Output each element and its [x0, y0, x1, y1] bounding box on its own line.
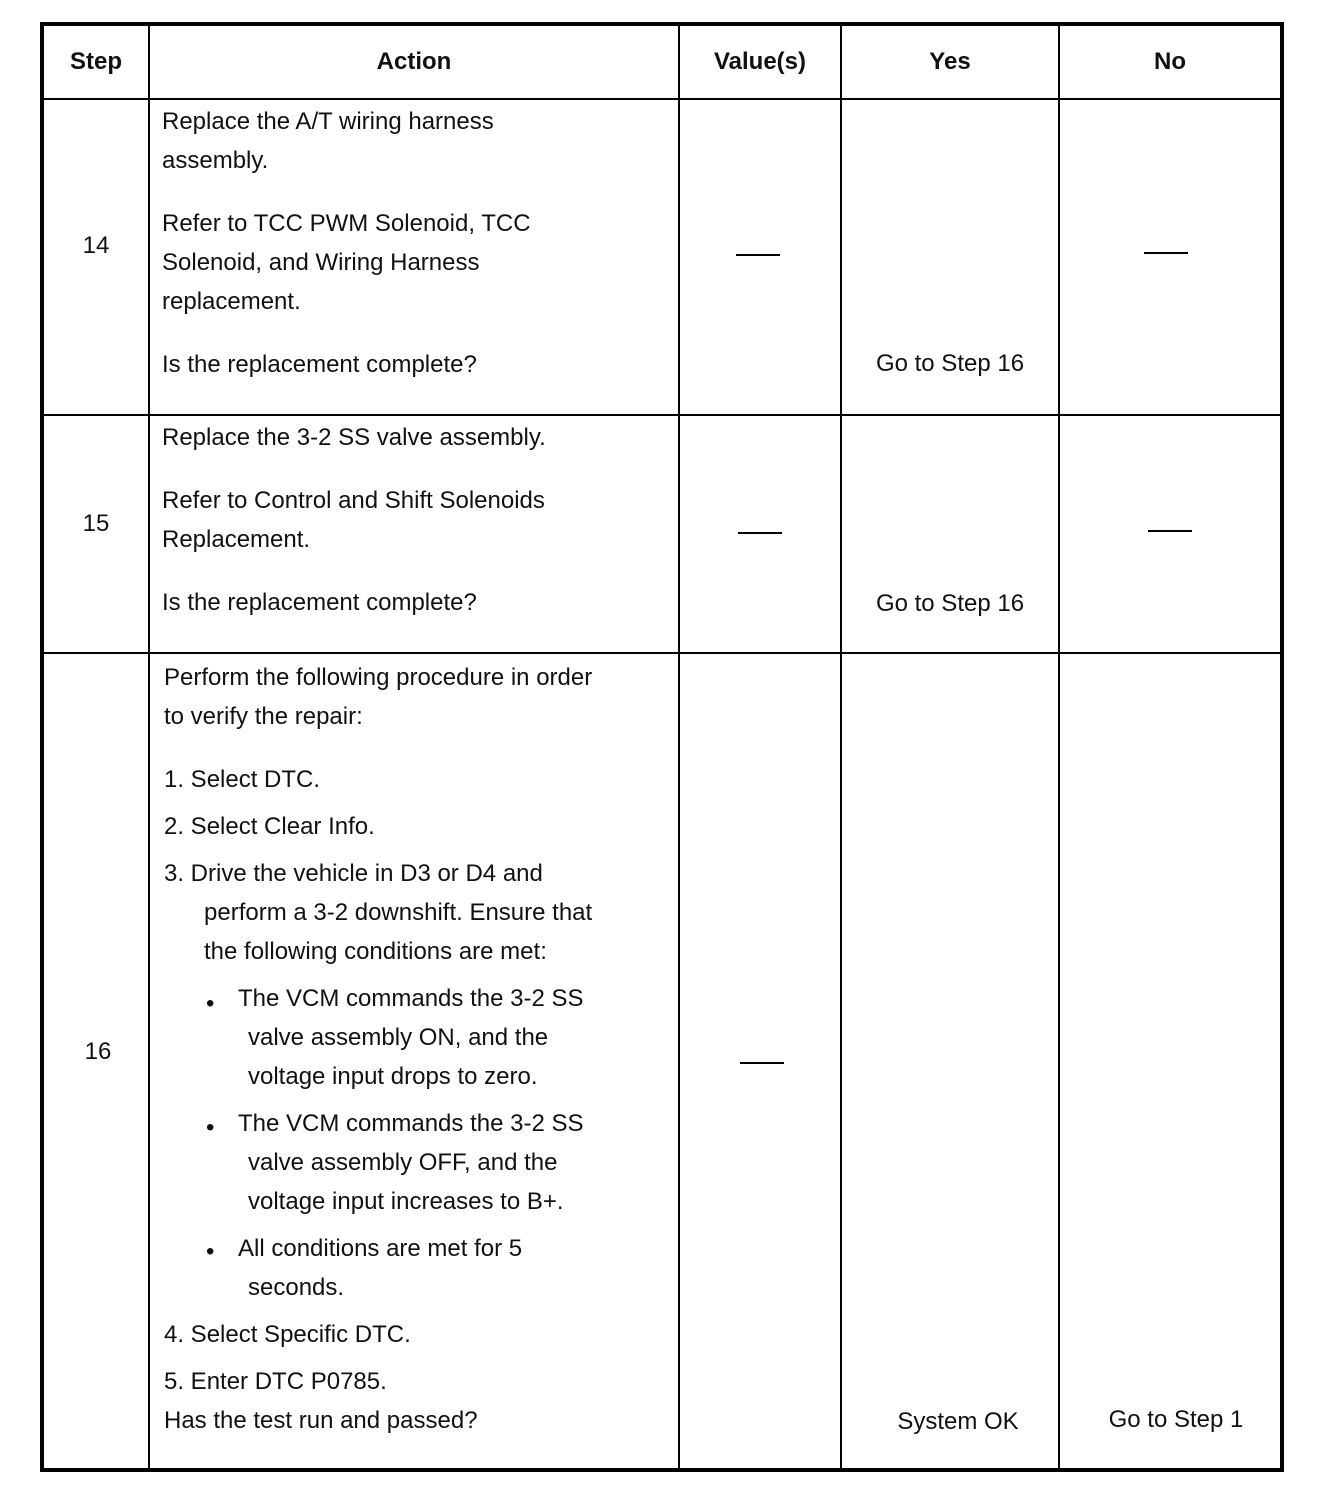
row-divider	[44, 414, 1280, 416]
procedure-step-cont: perform a 3-2 downshift. Ensure that	[204, 899, 593, 926]
header-values: Value(s)	[713, 48, 807, 75]
action-text: Refer to Control and Shift Solenoids	[162, 487, 545, 514]
bullet-cont: seconds.	[248, 1274, 345, 1301]
action-text: assembly.	[162, 147, 269, 174]
row-divider	[44, 98, 1280, 100]
step-15: 15	[82, 510, 110, 537]
yes-14: Go to Step 16	[875, 350, 1025, 377]
procedure-step-cont: the following conditions are met:	[204, 938, 547, 965]
action-text: Replace the 3-2 SS valve assembly.	[162, 424, 546, 451]
action-15	[162, 418, 672, 622]
no-16: Go to Step 1	[1108, 1406, 1244, 1433]
header-action: Action	[376, 48, 452, 75]
column-divider	[840, 26, 842, 1468]
bullet-item	[164, 1104, 680, 1143]
value-dash-14	[736, 254, 780, 256]
procedure-step: 4. Select Specific DTC.	[164, 1321, 411, 1348]
column-divider	[148, 26, 150, 1468]
action-text: Solenoid, and Wiring Harness	[162, 249, 480, 276]
procedure-step: 3. Drive the vehicle in D3 or D4 and	[164, 860, 543, 887]
procedure-step: 1. Select DTC.	[164, 766, 321, 793]
action-text: replacement.	[162, 288, 301, 315]
header-yes: Yes	[929, 48, 971, 75]
bullet-dot: •	[206, 1114, 215, 1141]
bullet-text: All conditions are met for 5	[238, 1235, 523, 1262]
action-text: Replace the A/T wiring harness	[162, 108, 494, 135]
header-step: Step	[69, 48, 122, 75]
bullet-cont: voltage input drops to zero.	[248, 1063, 538, 1090]
action-text: Refer to TCC PWM Solenoid, TCC	[162, 210, 531, 237]
diagnostic-table	[40, 22, 1284, 1472]
bullet-cont: valve assembly ON, and the	[248, 1024, 549, 1051]
yes-15: Go to Step 16	[875, 590, 1025, 617]
row-divider	[44, 652, 1280, 654]
value-dash-16	[740, 1062, 784, 1064]
step-14: 14	[82, 232, 110, 259]
bullet-dot: •	[206, 1238, 215, 1265]
action-text: to verify the repair:	[164, 703, 363, 730]
action-text: Perform the following procedure in order	[164, 664, 593, 691]
action-question: Has the test run and passed?	[164, 1407, 478, 1434]
header-no: No	[1154, 48, 1186, 75]
action-text: Replacement.	[162, 526, 311, 553]
value-dash-15	[738, 532, 782, 534]
action-14	[162, 102, 672, 384]
procedure-step: 5. Enter DTC P0785.	[164, 1368, 387, 1395]
action-question: Is the replacement complete?	[162, 589, 477, 616]
yes-16: System OK	[897, 1408, 1019, 1435]
bullet-cont: valve assembly OFF, and the	[248, 1149, 558, 1176]
no-dash-14	[1144, 252, 1188, 254]
action-16	[164, 658, 680, 1440]
no-dash-15	[1148, 530, 1192, 532]
bullet-item	[164, 979, 680, 1018]
procedure-step: 2. Select Clear Info.	[164, 813, 375, 840]
bullet-text: The VCM commands the 3-2 SS	[238, 985, 584, 1012]
bullet-dot: •	[206, 990, 215, 1017]
step-16: 16	[84, 1038, 112, 1065]
action-question: Is the replacement complete?	[162, 351, 477, 378]
column-divider	[1058, 26, 1060, 1468]
bullet-cont: voltage input increases to B+.	[248, 1188, 564, 1215]
bullet-text: The VCM commands the 3-2 SS	[238, 1110, 584, 1137]
bullet-item	[164, 1229, 680, 1268]
